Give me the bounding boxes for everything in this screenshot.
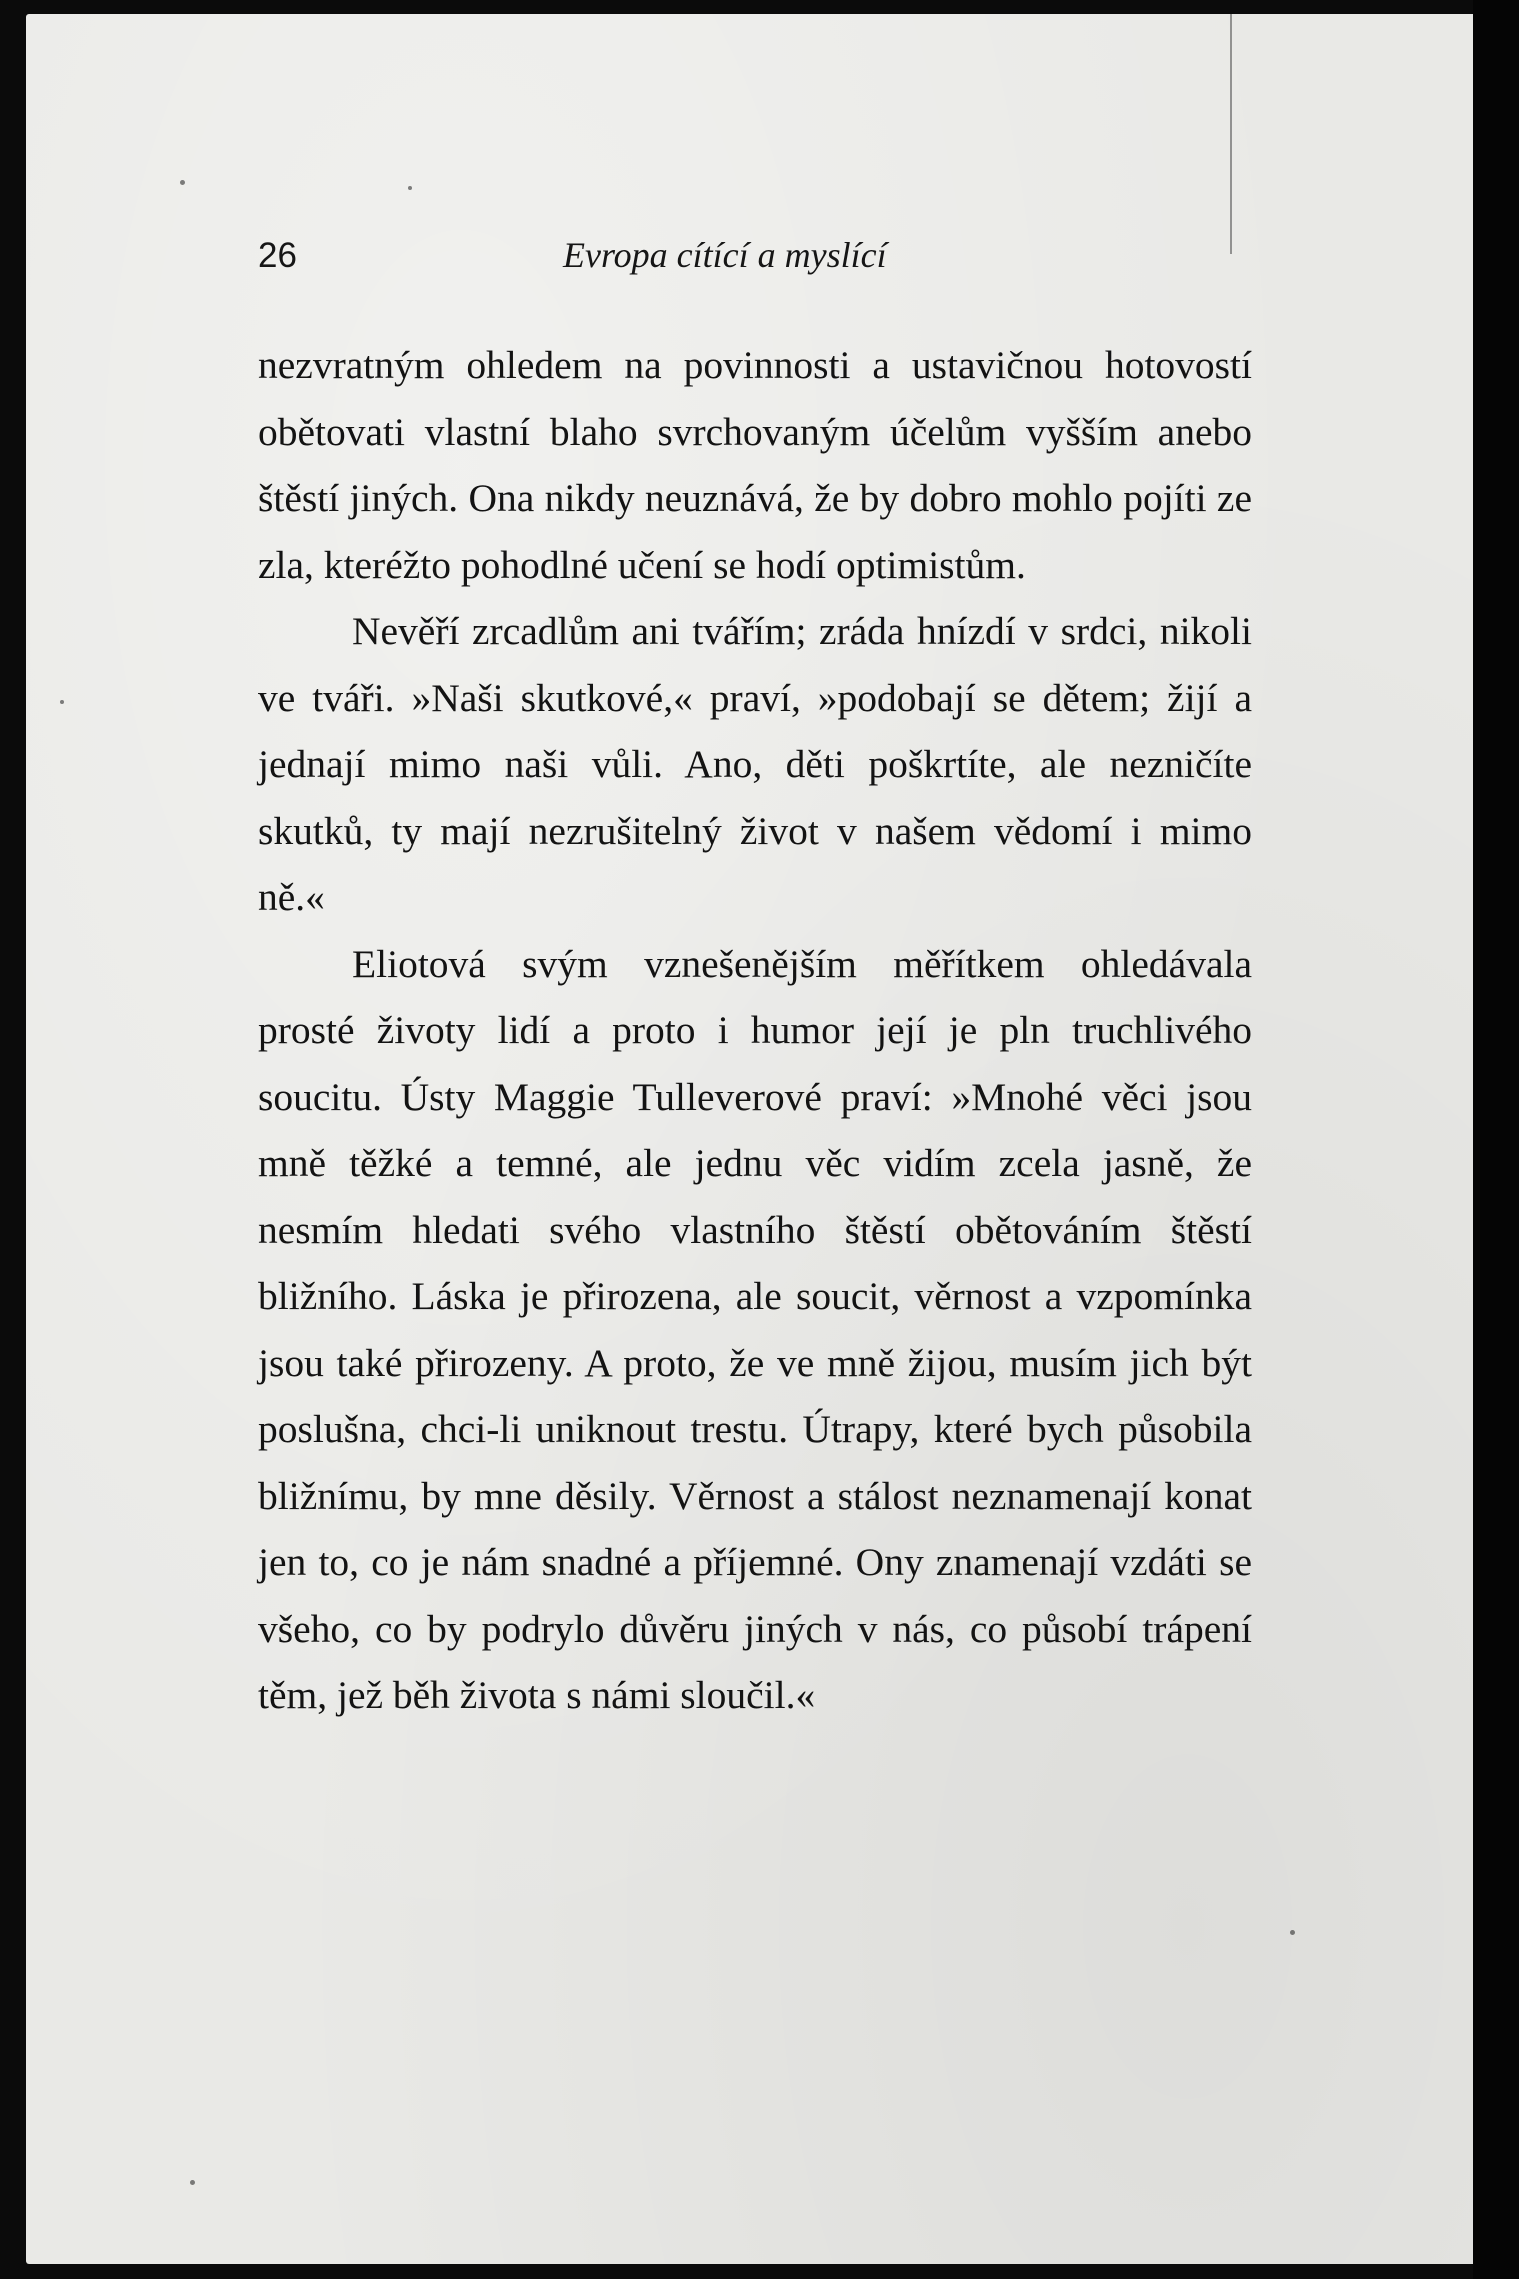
- scan-border: [1473, 0, 1519, 2279]
- body-text: [258, 332, 1252, 1729]
- paper-speck: [180, 180, 185, 185]
- paper-crease: [1230, 14, 1232, 254]
- page-header: [258, 236, 1252, 292]
- paper-speck: [408, 186, 412, 190]
- paragraph: Eliotová svým vznešenějším měřítkem ohledávala prosté životy lidí a proto i humor její je pln truchlivého soucitu. Ústy Maggie Tulleverové praví: »Mnohé věci jsou mně těžké a temné, ale jednu věc vidím zcela jasně, že nesmím hledati svého vlastního štěstí obětováním štěstí bližního. Láska je přirozena, ale soucit, věrnost a vzpomínka jsou také přirozeny. A proto, že ve mně žijou, musím jich být poslušna, chci-li uniknout trestu. Útrapy, které bych působila bližnímu, by mne děsily. Věrnost a stálost neznamenají konat jen to, co je nám snadné a příjemné. Ony znamenají vzdáti se všeho, co by podrylo důvěru jiných v nás, co působí trápení těm, jež běh života s námi sloučil.«: [258, 941, 1252, 1717]
- paper-speck: [1290, 1930, 1295, 1935]
- paper-speck: [60, 700, 64, 704]
- paper-speck: [190, 2180, 195, 2185]
- paragraph: Nevěří zrcadlům ani tvářím; zráda hnízdí v srdci, nikoli ve tváři. »Naši skutkové,« praví, »podobají se dětem; žijí a jednají mimo naši vůli. Ano, děti poškrtíte, ale nezničíte skutků, ty mají nezrušitelný život v našem vědomí i mimo ně.«: [258, 609, 1252, 919]
- running-title: Evropa cítící a myslící: [563, 235, 887, 275]
- paragraph: nezvratným ohledem na povinnosti a ustavičnou hotovostí obětovati vlastní blaho svrchovaným účelům vyšším anebo štěstí jiných. Ona nikdy neuznává, že by dobro mohlo pojíti ze zla, kteréžto pohodlné učení se hodí optimistům.: [258, 343, 1252, 587]
- page-number: 26: [258, 236, 297, 275]
